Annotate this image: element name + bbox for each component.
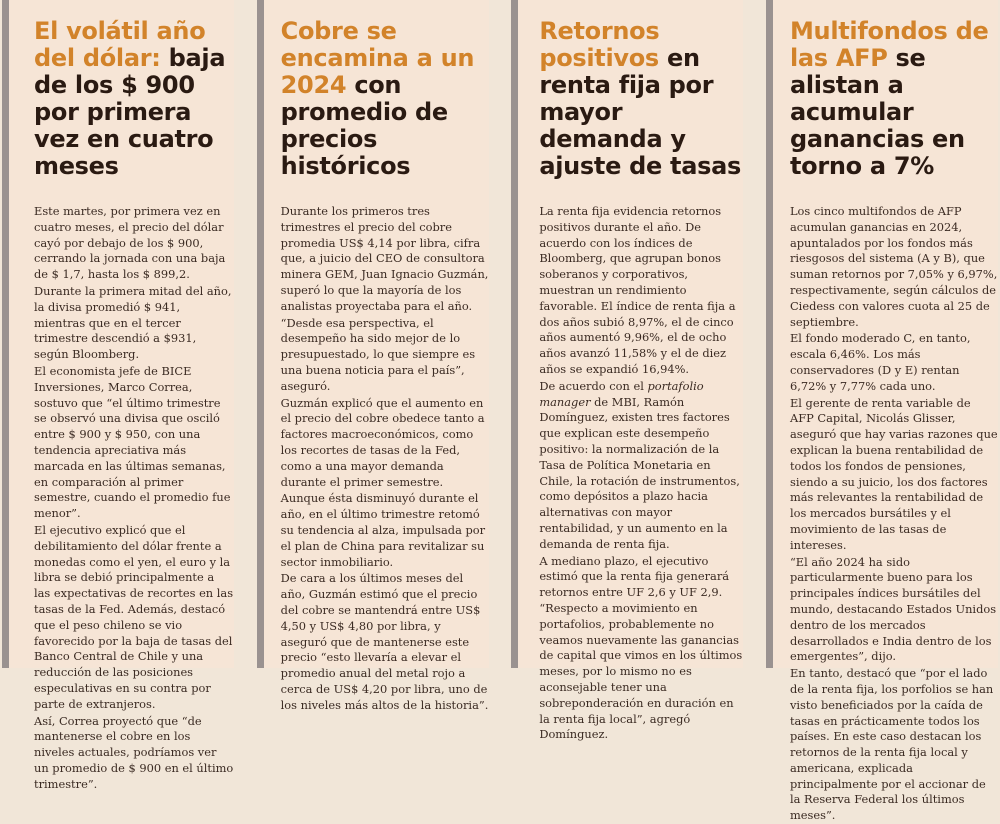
article-paragraph: El economista jefe de BICE Inversiones, Marco Correa, sostuvo que “el último trimestre se observó una divisa que osciló entre $ 900 y $ 950, con una tendencia apreciativa más marcada en las últimas semanas, en comparación al primer semestre, cuando el promedio fue menor”. (34, 363, 231, 521)
article-paragraph: “Desde esa perspectiva, el desempeño ha sido mejor de lo presupuestado, lo que siempre es una buena noticia para el país”, aseguró. (280, 315, 476, 393)
article-headline (790, 18, 998, 180)
headline-rest: en renta fija por mayor demanda y ajuste de tasas (539, 44, 741, 180)
article-paragraph: De acuerdo con el portafolio manager de MBI, Ramón Domínguez, existen tres factores que explican este desempeño positivo: la normalización de la Tasa de Política Monetaria en Chile, la rotación de instrumentos, como depósitos a plazo hacia alternativas con mayor rentabilidad, y un aumento en la demanda de renta fija. (539, 378, 740, 551)
headline-rest: baja de los $ 900 por primera vez en cuatro meses (34, 44, 226, 180)
article-paragraph: El ejecutivo explicó que el debilitamiento del dólar frente a monedas como el yen, el euro y la libra se debió principalmente a las expectativas de recortes en las tasas de la Fed. Además, destacó que el peso chileno se vio favorecido por la baja de tasas del Banco Central de Chile y una reducción de las posiciones especulativas en su contra por parte de extranjeros. (34, 522, 234, 711)
article-body (539, 204, 743, 743)
article-headline (539, 18, 743, 180)
article-paragraph: De cara a los últimos meses del año, Guzmán estimó que el precio del cobre se mantendrá entre US$ 4,50 y US$ 4,80 por libra, y aseguró que de mantenerse este precio “esto llevaría a elevar el promedio anual del metal rojo a cerca de US$ 4,20 por libra, uno de los niveles más altos de la historia”. (280, 571, 489, 712)
article-paragraph: Los cinco multifondos de AFP acumulan ganancias en 2024, apuntalados por los fondos más riesgosos del sistema (A y B), que suman retornos por 7,05% y 6,97%, respectivamente, según cálculos de Ciedess con valores cuota al 25 de septiembre. (789, 204, 998, 329)
article-paragraph: Este martes, por primera vez en cuatro meses, el precio del dólar cayó por debajo de los $ 900, cerrando la jornada con una baja de $ 1,7, hasta los $ 899,2. (34, 204, 226, 282)
article-paragraph: Durante los primeros tres trimestres el precio del cobre promedia US$ 4,14 por libra, cifra que, a juicio del CEO de consultora minera GEM, Juan Ignacio Guzmán, superó lo que la mayoría de los analistas proyectaba para el año. (280, 204, 489, 313)
article-paragraph: Durante la primera mitad del año, la divisa promedió $ 941, mientras que en el tercer trimestre descendió a $931, según Bloomberg. (34, 283, 232, 362)
article-paragraph: El gerente de renta variable de AFP Capital, Nicolás Glisser, aseguró que hay varias razones que explican la buena rentabilidad de todos los fondos de pensiones, siendo a su juicio, los dos factores más relevantes la rentabilidad de los mercados bursátiles y el movimiento de las tasas de intereses. (789, 395, 998, 552)
headline-rest: con promedio de precios históricos (280, 71, 448, 180)
article-paragraph: Así, Correa proyectó que “de mantenerse el cobre en los niveles actuales, podríamos ver un promedio de $ 900 en el último trimestre”. (34, 713, 234, 791)
article-body (790, 204, 998, 824)
article-paragraph: Aunque ésta disminuyó durante el año, en el último trimestre retomó su tendencia al alza, impulsada por el plan de China para revitalizar su sector inmobiliario. (280, 491, 486, 569)
article-paragraph: Guzmán explicó que el aumento en el precio del cobre obedece tanto a factores macroeconómicos, como los recortes de tasas de la Fed, como a una mayor demanda durante el primer semestre. (280, 395, 485, 489)
article-paragraph: “El año 2024 ha sido particularmente bueno para los principales índices bursátiles del mundo, destacando Estados Unidos dentro de los mercados desarrollados e India dentro de los emergentes”, dijo. (789, 554, 997, 664)
article-headline (281, 18, 489, 180)
article-body (34, 204, 234, 792)
article-headline (34, 18, 234, 180)
article-column-cobre (257, 0, 489, 712)
article-column-renta-fija (511, 0, 743, 742)
article-paragraph: A mediano plazo, el ejecutivo estimó que la renta fija generará retornos entre UF 2,6 y UF 2,9. “Respecto a movimiento en portafolios, probablemente no veamos nuevamente las ganancias de capital que vimos en los últimos meses, por lo mismo no es aconsejable tener una sobreponderación en duración en la renta fija local”, agregó Domínguez. (539, 553, 743, 742)
italic-term: portafolio manager (539, 378, 704, 409)
article-paragraph: La renta fija evidencia retornos positivos durante el año. De acuerdo con los índices de Bloomberg, que agrupan bonos soberanos y corporativos, muestran un rendimiento favorable. El índice de renta fija a dos años subió 8,97%, el de cinco años aumentó 9,96%, el de ocho años avanzó 11,58% y el de diez años se expandió 16,94%. (539, 204, 736, 376)
article-paragraph: En tanto, destacó que “por el lado de la renta fija, los porfolios se han visto beneficiados por la caída de tasas en prácticamente todos los países. En este caso destacan los retornos de la renta fija local y americana, explicada principalmente por el accionar de la Reserva Federal los últimos meses”. (789, 666, 994, 823)
article-column-afp (766, 0, 998, 823)
headline-rest: se alistan a acumular ganancias en torno a 7% (789, 44, 965, 180)
headline-accent: Multifondos de las AFP (789, 17, 989, 72)
article-body (281, 204, 489, 714)
headline-accent: Retornos positivos (539, 17, 660, 72)
article-paragraph: El fondo moderado C, en tanto, escala 6,46%. Los más conservadores (D y E) rentan 6,72% y 7,77% cada uno. (789, 331, 971, 393)
headline-accent: Cobre se encamina a un 2024 (280, 17, 475, 99)
headline-accent: El volátil año del dólar: (34, 17, 206, 72)
article-column-dolar (2, 0, 234, 791)
